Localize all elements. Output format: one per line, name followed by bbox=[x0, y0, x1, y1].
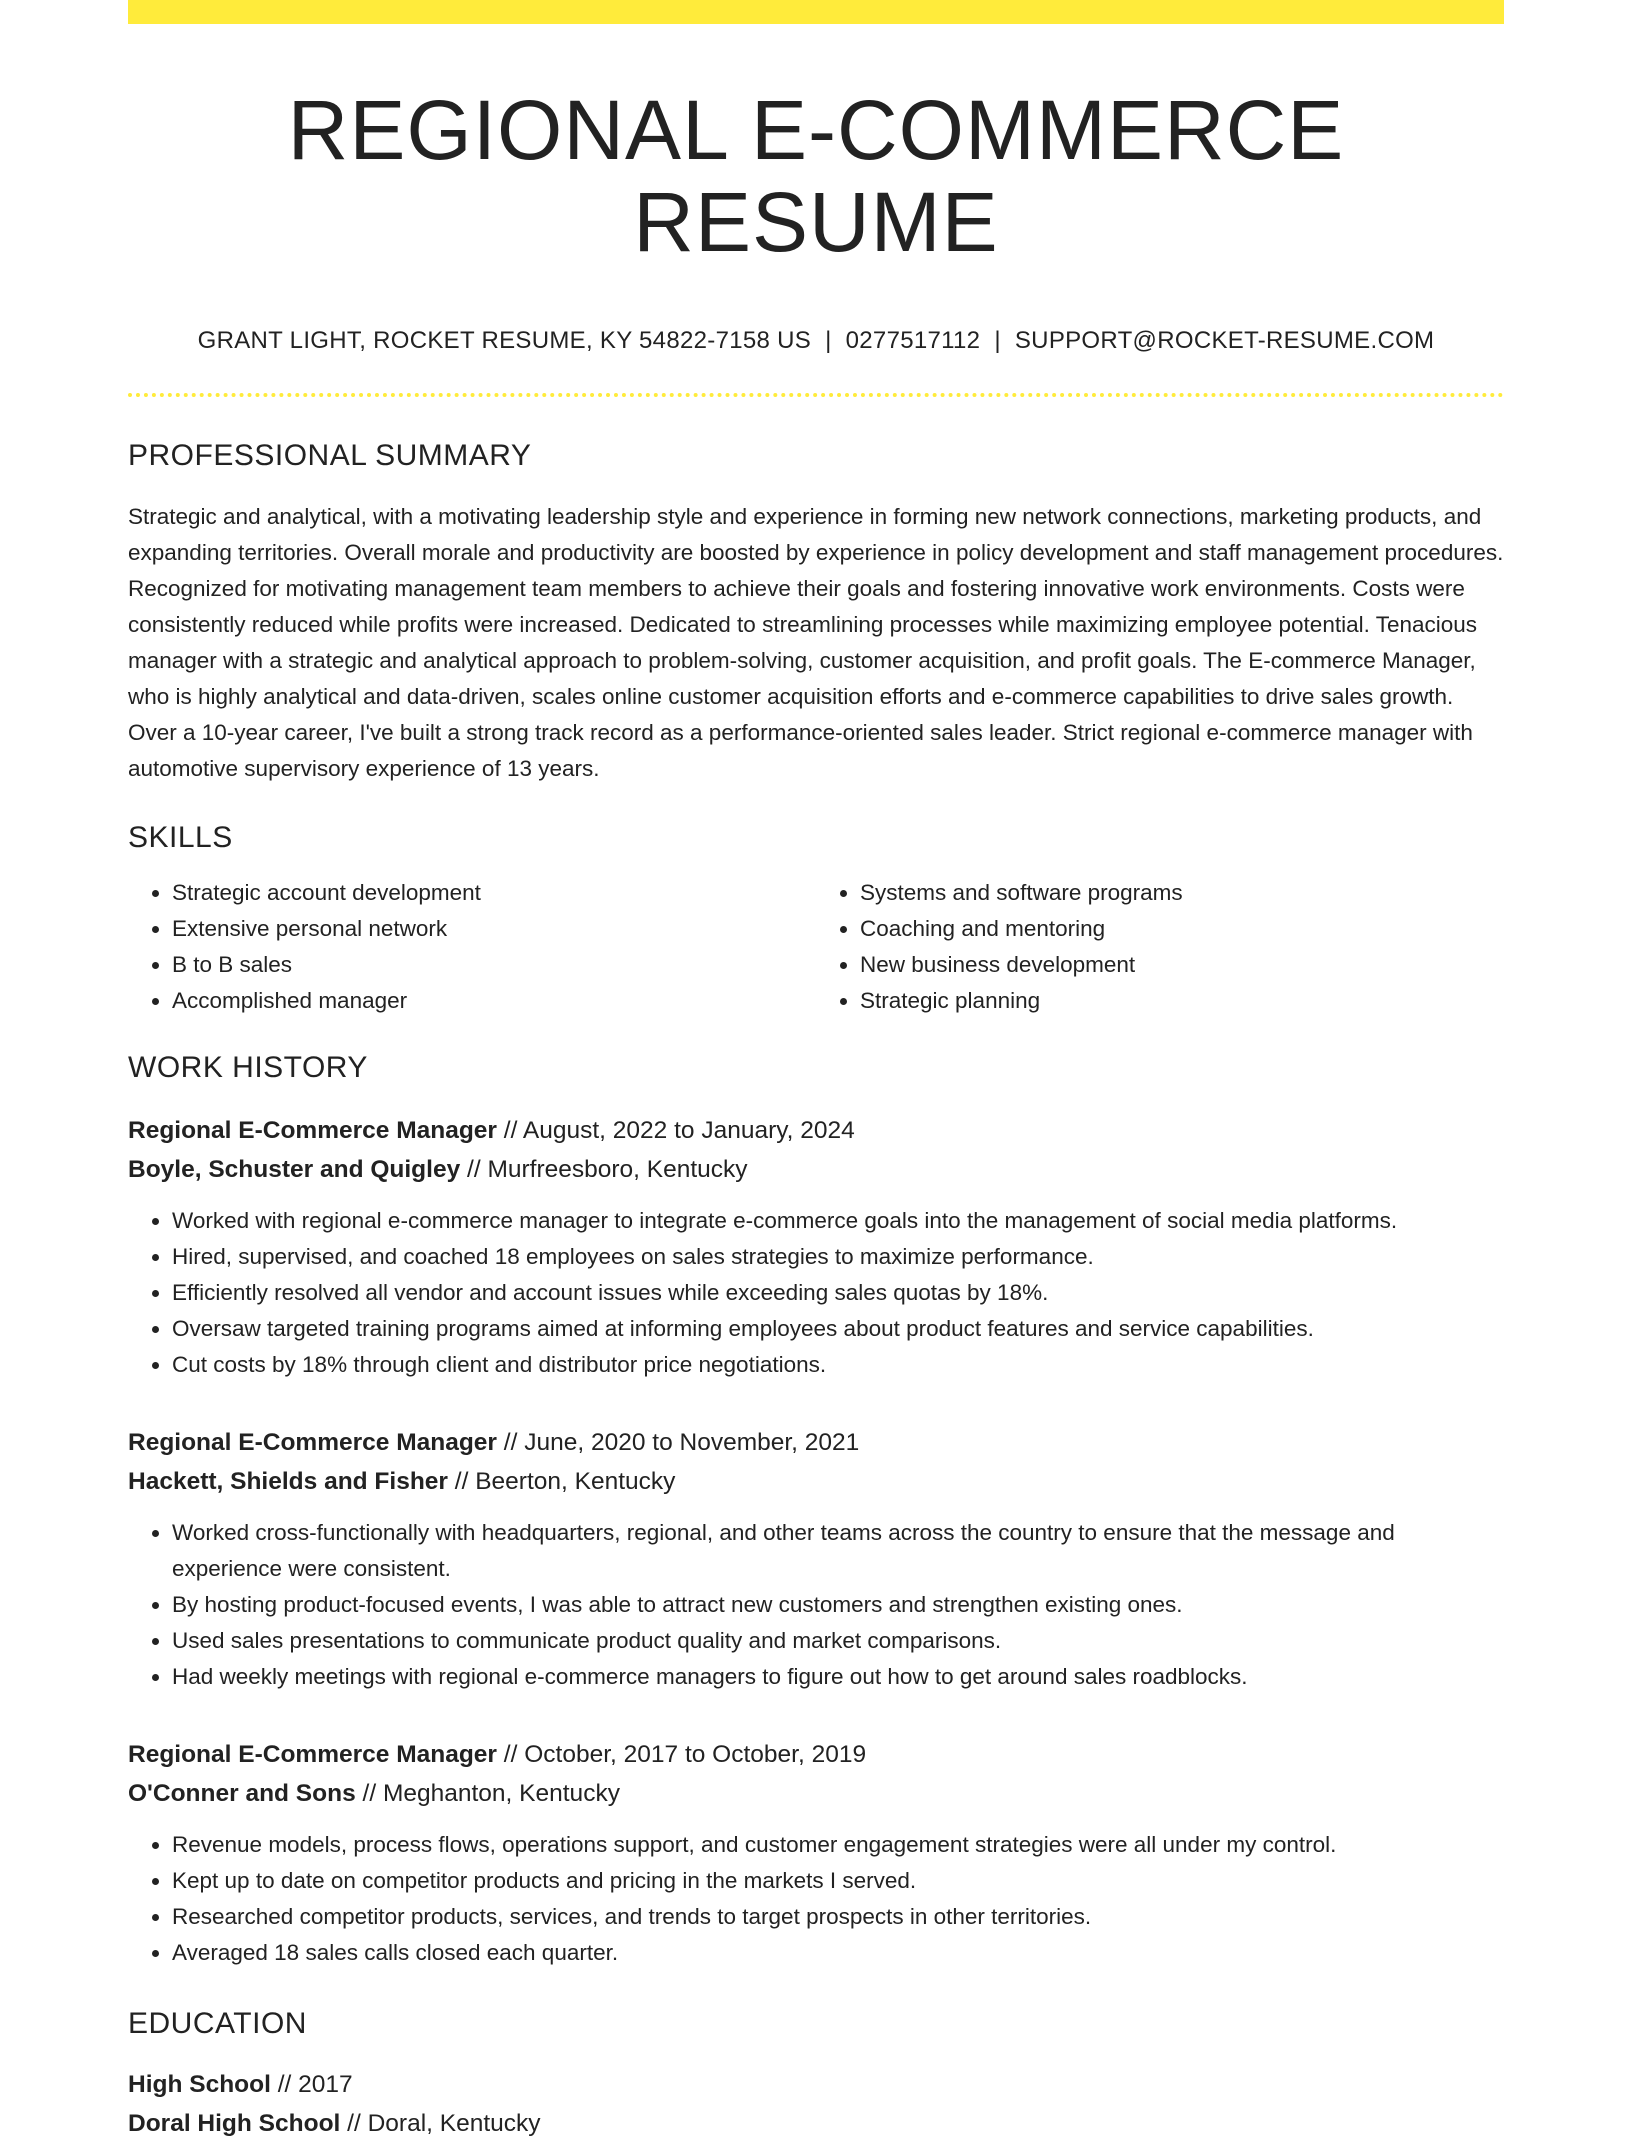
job-bullets bbox=[128, 1203, 1504, 1383]
job-bullets bbox=[128, 1827, 1504, 1971]
skill-item: • Systems and software programs bbox=[860, 875, 1504, 911]
job-separator: // bbox=[454, 1467, 469, 1495]
skills-column-right bbox=[816, 875, 1504, 1019]
education-degree-line bbox=[128, 2065, 1504, 2104]
job-company-line bbox=[128, 1774, 1504, 1813]
job-entry bbox=[128, 1423, 1504, 1695]
contact-email: SUPPORT@ROCKET-RESUME.COM bbox=[1014, 326, 1435, 354]
skill-item: • Strategic planning bbox=[860, 983, 1504, 1019]
skills-list bbox=[128, 875, 1504, 1019]
education-entry bbox=[128, 2065, 1504, 2143]
job-company: Hackett, Shields and Fisher bbox=[128, 1467, 448, 1495]
job-bullets bbox=[128, 1515, 1504, 1695]
job-role: Regional E-Commerce Manager bbox=[128, 1740, 497, 1768]
summary-text: Strategic and analytical, with a motivating leadership style and experience in forming new network connections, marketing products, and expanding territories. Overall morale and productivity are boosted by experience in policy development and staff management procedures. Recognized for motivating management team members to achieve their goals and fostering innovative work environments. Costs were consistently reduced while profits were increased. Dedicated to streamlining processes while maximizing employee potential. Tenacious manager with a strategic and analytical approach to problem-solving, customer acquisition, and profit goals. The E-commerce Manager, who is highly analytical and data-driven, scales online customer acquisition efforts and e-commerce capabilities to drive sales growth. Over a 10-year career, I've built a strong track record as a performance-oriented sales leader. Strict regional e-commerce manager with automotive supervisory experience of 13 years. bbox=[128, 503, 1504, 781]
skill-item: • Extensive personal network bbox=[172, 911, 816, 947]
contact-address: GRANT LIGHT, ROCKET RESUME, KY 54822-7158 US bbox=[197, 326, 812, 354]
resume-title: REGIONAL E-COMMERCE RESUME bbox=[287, 83, 1345, 270]
job-company: Boyle, Schuster and Quigley bbox=[128, 1155, 461, 1183]
job-location: Murfreesboro, Kentucky bbox=[487, 1155, 748, 1183]
skills-heading: SKILLS bbox=[128, 820, 233, 854]
education-heading: EDUCATION bbox=[128, 2006, 307, 2040]
job-bullet: • Used sales presentations to communicate product quality and market comparisons. bbox=[172, 1623, 1504, 1659]
dotted-divider bbox=[128, 393, 1504, 397]
job-role-line bbox=[128, 1423, 1504, 1462]
job-dates: June, 2020 to November, 2021 bbox=[524, 1428, 860, 1456]
skill-item: • Accomplished manager bbox=[172, 983, 816, 1019]
job-company-line bbox=[128, 1150, 1504, 1189]
job-location: Meghanton, Kentucky bbox=[382, 1779, 620, 1807]
job-bullet: • Efficiently resolved all vendor and account issues while exceeding sales quotas by 18%. bbox=[172, 1275, 1504, 1311]
work-history-heading: WORK HISTORY bbox=[128, 1050, 368, 1084]
job-role: Regional E-Commerce Manager bbox=[128, 1116, 497, 1144]
job-separator: // bbox=[362, 1779, 377, 1807]
job-location: Beerton, Kentucky bbox=[475, 1467, 676, 1495]
job-company-line bbox=[128, 1462, 1504, 1501]
job-role-line bbox=[128, 1735, 1504, 1774]
education-separator: // bbox=[277, 2070, 292, 2098]
skill-item: • Strategic account development bbox=[172, 875, 816, 911]
skill-item: • New business development bbox=[860, 947, 1504, 983]
job-bullet: • Researched competitor products, services, and trends to target prospects in other territories. bbox=[172, 1899, 1504, 1935]
job-separator: // bbox=[503, 1740, 518, 1768]
summary-heading: PROFESSIONAL SUMMARY bbox=[128, 438, 532, 472]
education-year: 2017 bbox=[298, 2070, 353, 2098]
job-bullet: • Averaged 18 sales calls closed each quarter. bbox=[172, 1935, 1504, 1971]
job-company: O'Conner and Sons bbox=[128, 1779, 356, 1807]
job-bullet: • Worked cross-functionally with headquarters, regional, and other teams across the country to ensure that the message and experience were consistent. bbox=[172, 1515, 1504, 1587]
job-entry bbox=[128, 1111, 1504, 1383]
skill-item: • Coaching and mentoring bbox=[860, 911, 1504, 947]
education-location: Doral, Kentucky bbox=[367, 2109, 541, 2137]
job-bullet: • Revenue models, process flows, operations support, and customer engagement strategies were all under my control. bbox=[172, 1827, 1504, 1863]
job-role-line bbox=[128, 1111, 1504, 1150]
education-school: Doral High School bbox=[128, 2109, 341, 2137]
job-bullet: • By hosting product-focused events, I was able to attract new customers and strengthen existing ones. bbox=[172, 1587, 1504, 1623]
education-separator: // bbox=[347, 2109, 361, 2137]
contact-separator: | bbox=[994, 326, 1001, 354]
job-bullet: • Worked with regional e-commerce manager to integrate e-commerce goals into the management of social media platforms. bbox=[172, 1203, 1504, 1239]
job-separator: // bbox=[467, 1155, 481, 1183]
resume-page bbox=[128, 0, 1504, 2143]
education-school-line bbox=[128, 2104, 1504, 2143]
job-separator: // bbox=[503, 1428, 518, 1456]
job-bullet: • Hired, supervised, and coached 18 employees on sales strategies to maximize performance. bbox=[172, 1239, 1504, 1275]
job-separator: // bbox=[503, 1116, 518, 1144]
skill-item: • B to B sales bbox=[172, 947, 816, 983]
job-bullet: • Kept up to date on competitor products and pricing in the markets I served. bbox=[172, 1863, 1504, 1899]
job-entry bbox=[128, 1735, 1504, 1971]
job-bullet: • Oversaw targeted training programs aimed at informing employees about product features and service capabilities. bbox=[172, 1311, 1504, 1347]
contact-separator: | bbox=[825, 326, 832, 354]
contact-phone: 0277517112 bbox=[845, 326, 981, 354]
job-role: Regional E-Commerce Manager bbox=[128, 1428, 497, 1456]
job-bullet: • Cut costs by 18% through client and distributor price negotiations. bbox=[172, 1347, 1504, 1383]
skills-column-left bbox=[128, 875, 816, 1019]
job-dates: August, 2022 to January, 2024 bbox=[522, 1116, 855, 1144]
top-accent-bar bbox=[128, 0, 1504, 24]
job-bullet: • Had weekly meetings with regional e-commerce managers to figure out how to get around sales roadblocks. bbox=[172, 1659, 1504, 1695]
job-dates: October, 2017 to October, 2019 bbox=[524, 1740, 867, 1768]
contact-line bbox=[128, 327, 1504, 355]
education-degree: High School bbox=[128, 2070, 271, 2098]
